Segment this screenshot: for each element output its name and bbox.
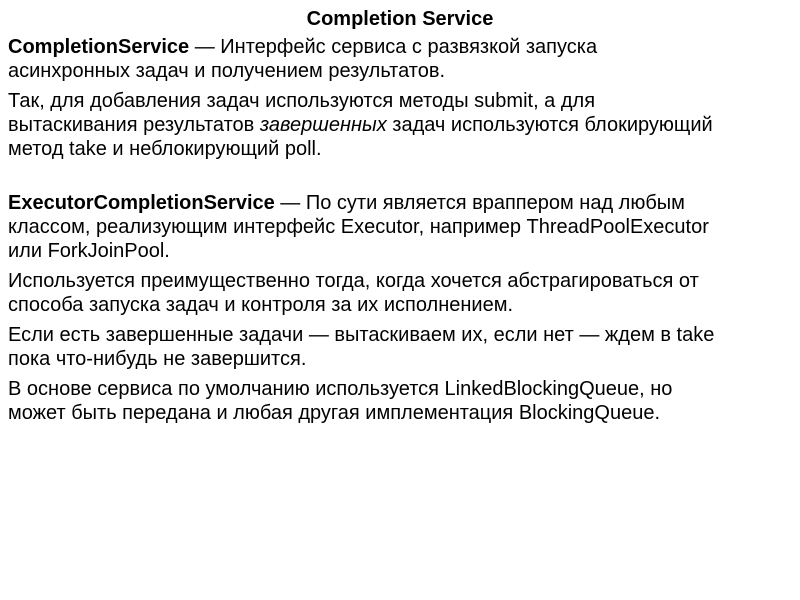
slide-body: [8, 35, 798, 431]
paragraph-executor-completion-service: [8, 191, 798, 263]
text-line: может быть передана и любая другая имплементация BlockingQueue.: [8, 402, 661, 424]
text-span: — Интерфейс сервиса с развязкой запуска: [189, 36, 598, 58]
paragraph-queue: [8, 377, 798, 425]
text-line: В основе сервиса по умолчанию используется LinkedBlockingQueue, но: [8, 378, 673, 400]
text-line: метод take и неблокирующий poll.: [8, 138, 322, 160]
paragraph-usage: [8, 269, 798, 317]
paragraph-methods: [8, 89, 798, 161]
text-line: Используется преимущественно тогда, когда хочется абстрагироваться от: [8, 270, 699, 292]
paragraph-completion-service: [8, 35, 798, 83]
text-span: задач используются блокирующий: [386, 114, 713, 136]
text-line: Так, для добавления задач используются методы submit, а для: [8, 90, 596, 112]
paragraph-take-behavior: [8, 323, 798, 371]
text-line: Если есть завершенные задачи — вытаскиваем их, если нет — ждем в take: [8, 324, 715, 346]
text-line: пока что-нибудь не завершится.: [8, 348, 307, 370]
paragraph-spacer: [8, 167, 798, 191]
text-line: [8, 191, 798, 215]
text-line: классом, реализующим интерфейс Executor, например ThreadPoolExecutor: [8, 216, 709, 238]
emphasis-text: завершенных: [259, 114, 387, 136]
text-line: или ForkJoinPool.: [8, 240, 170, 262]
text-span: — По сути является враппером над любым: [274, 192, 685, 214]
term-completion-service: CompletionService: [8, 36, 190, 58]
term-executor-completion-service: ExecutorCompletionService: [8, 192, 275, 214]
slide-title: Completion Service: [306, 8, 494, 30]
text-line: [8, 113, 798, 137]
text-line: способа запуска задач и контроля за их исполнением.: [8, 294, 514, 316]
text-line: асинхронных задач и получением результатов.: [8, 60, 446, 82]
text-span: вытаскивания результатов: [8, 114, 260, 136]
text-line: [8, 35, 798, 59]
